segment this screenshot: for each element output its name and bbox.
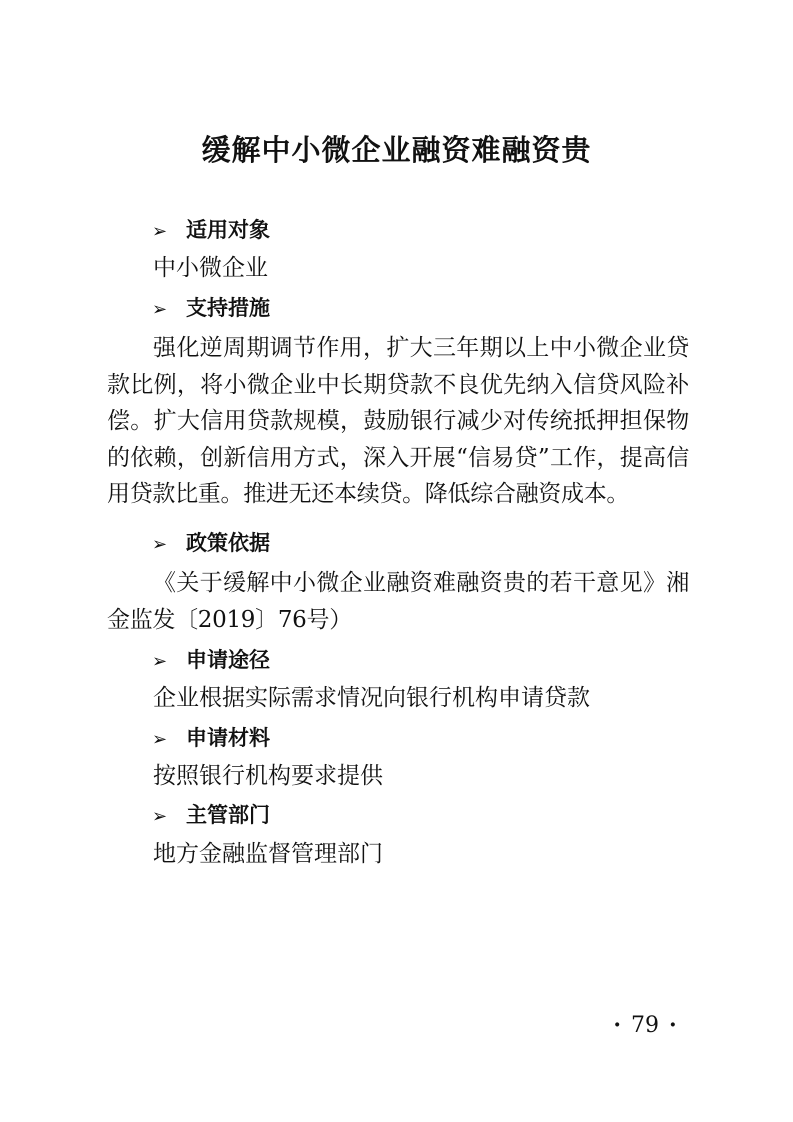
section-heading-label: 支持措施 — [186, 296, 270, 320]
page-number-dot-right: · — [669, 1012, 677, 1038]
section-content-department: 地方金融监督管理部门 — [153, 841, 383, 867]
arrow-bullet-icon: ➢ — [152, 221, 168, 242]
section-heading-measures — [152, 292, 270, 322]
section-heading-basis — [152, 527, 270, 557]
page-title: 缓解中小微企业融资难融资贵 — [201, 133, 592, 167]
section-heading-label: 申请途径 — [186, 648, 270, 672]
section-heading-application-channel — [152, 644, 270, 674]
section-heading-label: 申请材料 — [186, 726, 270, 750]
section-heading-target — [152, 214, 270, 244]
section-content-application-channel: 企业根据实际需求情况向银行机构申请贷款 — [153, 685, 590, 711]
section-heading-label: 主管部门 — [186, 803, 270, 827]
page-number-value: 79 — [631, 1013, 659, 1038]
section-content-materials: 按照银行机构要求提供 — [153, 763, 383, 789]
section-content-measures: 强化逆周期调节作用，扩大三年期以上中小微企业贷款比例，将小微企业中长期贷款不良优先纳入信贷风险补偿。扩大信用贷款规模，鼓励银行减少对传统抵押担保物的依赖，创新信用方式，深入开展“信易贷”工作，提高信用贷款比重。推进无还本续贷。降低综合融资成本。 — [107, 335, 689, 507]
section-heading-materials — [152, 722, 270, 752]
section-heading-department — [152, 799, 270, 829]
arrow-bullet-icon: ➢ — [152, 806, 168, 827]
section-heading-label: 适用对象 — [186, 218, 270, 242]
page-number-dot-left: · — [613, 1012, 621, 1038]
arrow-bullet-icon: ➢ — [152, 534, 168, 555]
page-number — [600, 1012, 690, 1038]
section-content-basis: 《关于缓解中小微企业融资难融资贵的若干意见》湘金监发〔2019〕76号） — [107, 570, 689, 633]
arrow-bullet-icon: ➢ — [152, 729, 168, 750]
section-content-target: 中小微企业 — [153, 255, 268, 281]
section-heading-label: 政策依据 — [186, 531, 270, 555]
arrow-bullet-icon: ➢ — [152, 651, 168, 672]
arrow-bullet-icon: ➢ — [152, 299, 168, 320]
